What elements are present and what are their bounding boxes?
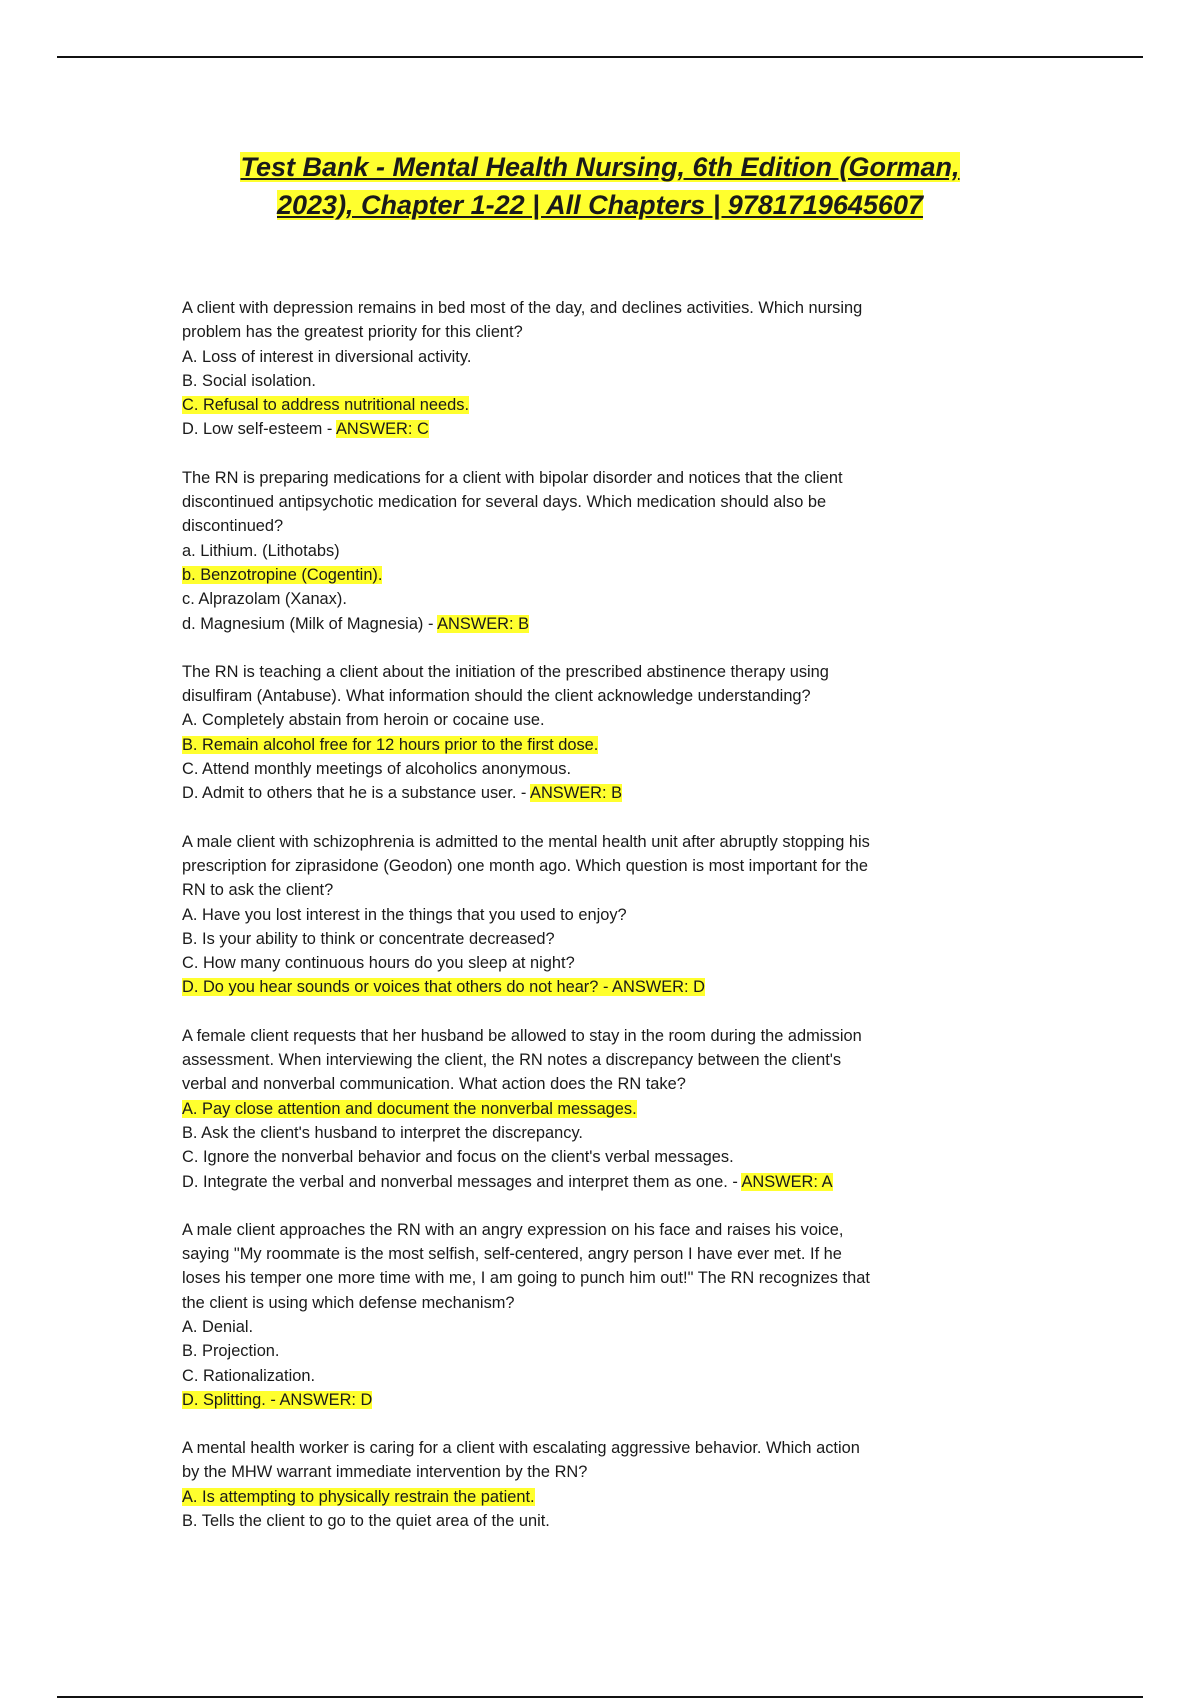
document-title: [120, 148, 1080, 224]
title-line-1: Test Bank - Mental Health Nursing, 6th Edition (Gorman,: [240, 152, 960, 182]
question-6: [182, 1218, 982, 1412]
stem-line: A male client with schizophrenia is admitted to the mental health unit after abruptly stopping his: [182, 832, 870, 851]
option-b-correct: B. Remain alcohol free for 12 hours prior to the first dose.: [182, 735, 599, 754]
option-a-correct: A. Is attempting to physically restrain the patient.: [182, 1487, 535, 1506]
question-stem: [182, 1218, 982, 1315]
stem-line: A client with depression remains in bed most of the day, and declines activities. Which nursing: [182, 299, 863, 317]
stem-line: A male client approaches the RN with an angry expression on his face and raises his voice,: [182, 1220, 844, 1239]
option-c: C. Rationalization.: [182, 1366, 316, 1385]
option-a: A. Loss of interest in diversional activity.: [182, 347, 472, 366]
option-d: D. Low self-esteem -: [182, 420, 336, 439]
question-stem: [182, 1436, 982, 1485]
option-c: c. Alprazolam (Xanax).: [182, 590, 347, 609]
question-stem: [182, 830, 982, 903]
option-d-correct-with-answer: D. Splitting. - ANSWER: D: [182, 1390, 373, 1409]
option-a: A. Completely abstain from heroin or cocaine use.: [182, 711, 545, 730]
question-stem: [182, 660, 982, 709]
top-rule: [57, 56, 1143, 58]
question-stem: [182, 1024, 982, 1097]
option-b: B. Tells the client to go to the quiet area of the unit.: [182, 1512, 550, 1531]
question-4: [182, 830, 982, 1000]
stem-line: discontinued?: [182, 517, 284, 536]
option-a: A. Denial.: [182, 1317, 254, 1336]
answer-key: ANSWER: C: [335, 420, 429, 439]
option-b: B. Ask the client's husband to interpret the discrepancy.: [182, 1123, 583, 1142]
option-a: a. Lithium. (Lithotabs): [182, 541, 340, 560]
option-b: B. Is your ability to think or concentrate decreased?: [182, 929, 555, 948]
answer-key: ANSWER: A: [741, 1172, 833, 1191]
stem-line: The RN is preparing medications for a client with bipolar disorder and notices that the client: [182, 468, 843, 487]
option-c: C. How many continuous hours do you sleep at night?: [182, 954, 575, 973]
stem-line: A female client requests that her husband be allowed to stay in the room during the admission: [182, 1026, 862, 1045]
question-2: [182, 466, 982, 636]
question-list: [182, 296, 982, 1557]
answer-key: ANSWER: B: [437, 614, 530, 633]
option-a-correct: A. Pay close attention and document the nonverbal messages.: [182, 1099, 637, 1118]
option-b: B. Social isolation.: [182, 371, 316, 390]
stem-line: The RN is teaching a client about the initiation of the prescribed abstinence therapy using: [182, 662, 829, 681]
stem-line: saying "My roommate is the most selfish, self-centered, angry person I have ever met. If he: [182, 1245, 842, 1264]
option-c: C. Ignore the nonverbal behavior and focus on the client's verbal messages.: [182, 1148, 734, 1167]
option-d-correct-with-answer: D. Do you hear sounds or voices that others do not hear? - ANSWER: D: [182, 978, 705, 997]
question-5: [182, 1024, 982, 1194]
option-b: B. Projection.: [182, 1342, 280, 1361]
stem-line: problem has the greatest priority for this client?: [182, 323, 523, 342]
question-7: [182, 1436, 982, 1533]
option-d: D. Integrate the verbal and nonverbal messages and interpret them as one. -: [182, 1172, 742, 1191]
stem-line: RN to ask the client?: [182, 881, 334, 900]
question-1: [182, 296, 982, 442]
stem-line: A mental health worker is caring for a client with escalating aggressive behavior. Which action: [182, 1439, 860, 1458]
stem-line: the client is using which defense mechanism?: [182, 1293, 515, 1312]
option-c-correct: C. Refusal to address nutritional needs.: [182, 396, 469, 415]
option-b-correct: b. Benzotropine (Cogentin).: [182, 565, 383, 584]
option-c: C. Attend monthly meetings of alcoholics anonymous.: [182, 760, 572, 779]
stem-line: verbal and nonverbal communication. What action does the RN take?: [182, 1075, 686, 1094]
stem-line: prescription for ziprasidone (Geodon) one month ago. Which question is most important for the: [182, 856, 869, 875]
option-a: A. Have you lost interest in the things that you used to enjoy?: [182, 905, 627, 924]
title-line-2: 2023), Chapter 1-22 | All Chapters | 9781719645607: [277, 190, 923, 220]
question-stem: [182, 296, 982, 345]
stem-line: assessment. When interviewing the client, the RN notes a discrepancy between the client's: [182, 1051, 842, 1070]
question-3: [182, 660, 982, 806]
stem-line: by the MHW warrant immediate intervention by the RN?: [182, 1463, 588, 1482]
stem-line: disulfiram (Antabuse). What information should the client acknowledge understanding?: [182, 687, 811, 706]
bottom-rule: [57, 1696, 1143, 1698]
option-d: d. Magnesium (Milk of Magnesia) -: [182, 614, 438, 633]
stem-line: loses his temper one more time with me, I am going to punch him out!" The RN recognizes that: [182, 1269, 870, 1288]
question-stem: [182, 466, 982, 539]
stem-line: discontinued antipsychotic medication for several days. Which medication should also be: [182, 493, 827, 512]
answer-key: ANSWER: B: [530, 784, 623, 803]
option-d: D. Admit to others that he is a substance user. -: [182, 784, 531, 803]
